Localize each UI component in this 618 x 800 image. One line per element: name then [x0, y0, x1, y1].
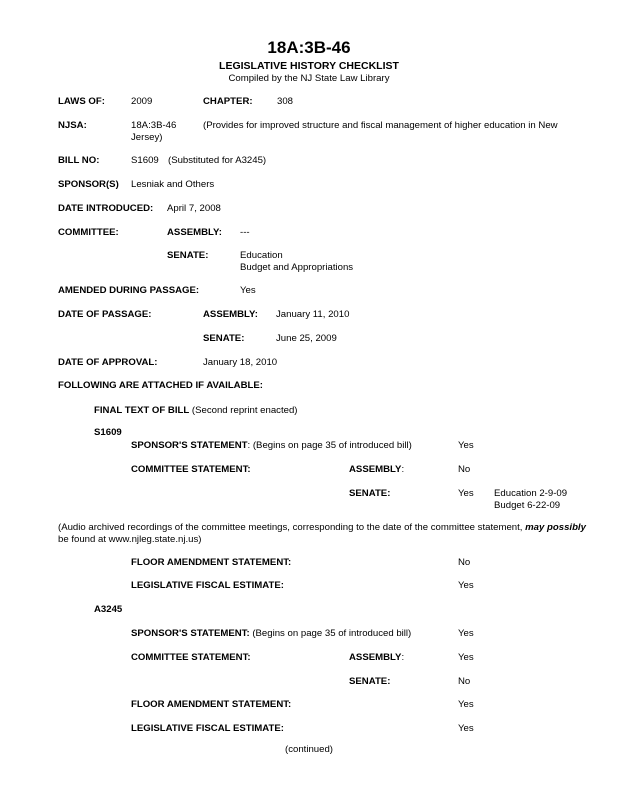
s1609-senate-label: SENATE:	[349, 488, 391, 499]
a3245-fiscal-value: Yes	[458, 723, 474, 734]
amended-value: Yes	[240, 285, 256, 296]
continued-note: (continued)	[285, 744, 333, 755]
audio-note-line-1	[58, 522, 586, 534]
committee-senate-value-1: Education	[240, 250, 283, 261]
committee-senate-value-2: Budget and Appropriations	[240, 262, 354, 273]
passage-assembly-label: ASSEMBLY:	[203, 309, 258, 320]
passage-senate-label: SENATE:	[203, 333, 245, 344]
a3245-sponsor-value: Yes	[458, 628, 474, 639]
s1609-senate-detail-1: Education 2-9-09	[494, 488, 568, 499]
s1609-assembly-label: ASSEMBLY	[349, 464, 402, 475]
njsa-value: 18A:3B-46	[131, 120, 177, 131]
njsa-label: NJSA:	[58, 120, 87, 131]
bill-no-value: S1609	[131, 155, 159, 166]
s1609-sponsor-note: : (Begins on page 35 of introduced bill)	[247, 440, 412, 451]
a3245-committee-label: COMMITTEE STATEMENT:	[131, 652, 251, 663]
committee-label: COMMITTEE:	[58, 227, 119, 238]
s1609-sponsor-statement	[131, 440, 412, 452]
date-of-approval-label: DATE OF APPROVAL:	[58, 357, 158, 368]
a3245-bill-label: A3245	[94, 604, 123, 615]
laws-of-label: LAWS OF:	[58, 96, 105, 107]
a3245-fiscal-label: LEGISLATIVE FISCAL ESTIMATE:	[131, 723, 284, 734]
final-text-row	[94, 405, 298, 417]
date-introduced-label: DATE INTRODUCED:	[58, 203, 154, 214]
page-title: 18A:3B-46	[267, 38, 351, 57]
a3245-assembly-label: ASSEMBLY	[349, 652, 402, 663]
amended-label: AMENDED DURING PASSAGE:	[58, 285, 200, 296]
chapter-value: 308	[277, 96, 294, 107]
bill-no-label: BILL NO:	[58, 155, 100, 166]
a3245-assembly-value: Yes	[458, 652, 474, 663]
s1609-assembly-value: No	[458, 464, 471, 475]
attached-heading: FOLLOWING ARE ATTACHED IF AVAILABLE:	[58, 380, 263, 391]
a3245-floor-label: FLOOR AMENDMENT STATEMENT:	[131, 699, 292, 710]
s1609-assembly-colon: :	[401, 464, 405, 475]
chapter-label: CHAPTER:	[203, 96, 253, 107]
committee-assembly-label: ASSEMBLY:	[167, 227, 222, 238]
audio-note-emphasis: may possibly	[525, 522, 586, 533]
s1609-floor-label: FLOOR AMENDMENT STATEMENT:	[131, 557, 292, 568]
s1609-sponsor-label: SPONSOR'S STATEMENT	[131, 440, 248, 451]
committee-senate-label: SENATE:	[167, 250, 209, 261]
final-text-note: (Second reprint enacted)	[191, 405, 298, 416]
sponsors-value: Lesniak and Others	[131, 179, 215, 190]
sponsors-label: SPONSOR(S)	[58, 179, 119, 190]
s1609-committee-label: COMMITTEE STATEMENT:	[131, 464, 251, 475]
bill-no-note: (Substituted for A3245)	[168, 155, 267, 166]
compiled-by: Compiled by the NJ State Law Library	[228, 73, 390, 84]
audio-note-line-2: be found at www.njleg.state.nj.us)	[58, 534, 202, 545]
date-of-approval-value: January 18, 2010	[203, 357, 278, 368]
a3245-senate-label: SENATE:	[349, 676, 391, 687]
njsa-value-continued: Jersey)	[131, 132, 163, 143]
committee-assembly-value: ---	[240, 227, 250, 238]
a3245-senate-value: No	[458, 676, 471, 687]
a3245-sponsor-label: SPONSOR'S STATEMENT:	[131, 628, 250, 639]
checklist-subtitle: LEGISLATIVE HISTORY CHECKLIST	[219, 60, 399, 72]
s1609-bill-label: S1609	[94, 427, 122, 438]
audio-note-text: (Audio archived recordings of the committee meetings, corresponding to the date of the committee statement,	[58, 522, 526, 533]
date-of-passage-label: DATE OF PASSAGE:	[58, 309, 152, 320]
laws-of-value: 2009	[131, 96, 153, 107]
s1609-fiscal-label: LEGISLATIVE FISCAL ESTIMATE:	[131, 580, 284, 591]
s1609-assembly	[349, 464, 404, 476]
a3245-assembly	[349, 652, 404, 664]
s1609-senate-value: Yes	[458, 488, 474, 499]
passage-assembly-value: January 11, 2010	[276, 309, 350, 320]
s1609-floor-value: No	[458, 557, 471, 568]
date-introduced-value: April 7, 2008	[167, 203, 221, 214]
s1609-senate-detail-2: Budget 6-22-09	[494, 500, 561, 511]
s1609-fiscal-value: Yes	[458, 580, 474, 591]
a3245-floor-value: Yes	[458, 699, 474, 710]
njsa-description: (Provides for improved structure and fiscal management of higher education in New	[203, 120, 558, 131]
a3245-assembly-colon: :	[401, 652, 405, 663]
a3245-sponsor-statement	[131, 628, 411, 640]
a3245-sponsor-note: (Begins on page 35 of introduced bill)	[249, 628, 412, 639]
final-text-label: FINAL TEXT OF BILL	[94, 405, 190, 416]
s1609-sponsor-value: Yes	[458, 440, 474, 451]
passage-senate-value: June 25, 2009	[276, 333, 337, 344]
